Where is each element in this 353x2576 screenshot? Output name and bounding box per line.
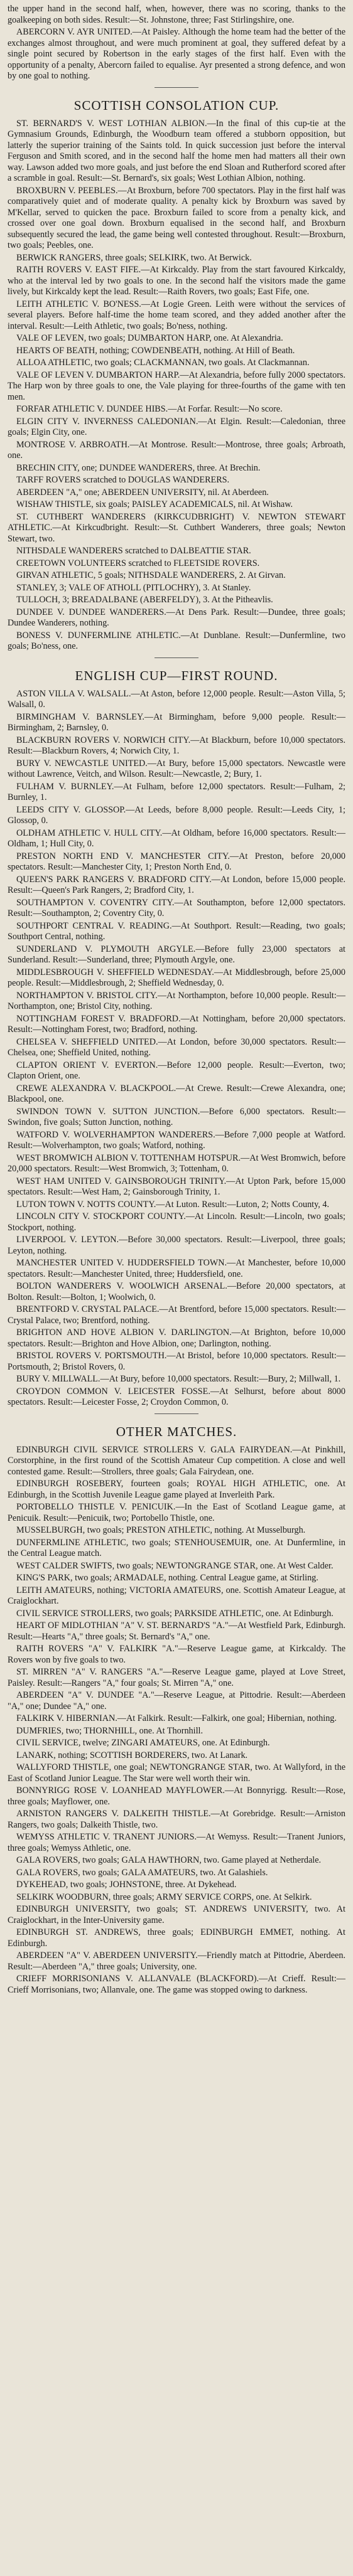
results-section [8,668,345,1414]
match-report: BRIGHTON AND HOVE ALBION V. DARLINGTON.—At Brighton, before 10,000 spectators. Result:—Brighton and Hove Albion, one; Darlington, nothing. [8,1328,345,1349]
match-report: CROYDON COMMON V. LEICESTER FOSSE.—At Selhurst, before about 8000 spectators. Result:—Leicester Fosse, 2; Croydon Common, 0. [8,1386,345,1407]
match-report: CREETOWN VOLUNTEERS scratched to FLEETSIDE ROVERS. [16,558,260,568]
match-report: BRECHIN CITY, one; DUNDEE WANDERERS, three. At Brechin. [16,462,261,473]
match-report: LANARK, nothing; SCOTTISH BORDERERS, two. At Lanark. [16,1750,248,1760]
match-report: MANCHESTER UNITED V. HUDDERSFIELD TOWN.—At Manchester, before 10,000 spectators. Result:—Manchester United, three; Huddersfield, one. [8,1258,345,1279]
match-report: DYKEHEAD, two goals; JOHNSTONE, three. At Dykehead. [16,1880,237,1890]
match-report: LEITH AMATEURS, nothing; VICTORIA AMATEURS, one. Scottish Amateur League, at Craiglockhart. [8,1585,345,1606]
match-report: CHELSEA V. SHEFFIELD UNITED.—At London, before 30,000 spectators. Result:—Chelsea, one; Sheffield United, nothing. [8,1036,345,1058]
match-report: FALKIRK V. HIBERNIAN.—At Falkirk. Result:—Falkirk, one goal; Hibernian, nothing. [16,1713,337,1723]
match-report: MONTROSE V. ARBROATH.—At Montrose. Result:—Montrose, three goals; Arbroath, one. [8,439,345,460]
match-report: WEST HAM UNITED V. GAINSBOROUGH TRINITY.—At Upton Park, before 15,000 spectators. Result:—West Ham, 2; Gainsborough Trinity, 1. [8,1176,345,1197]
match-report: ST. MIRREN "A" V. RANGERS "A."—Reserve League game, played at Love Street, Paisley. Result:—Rangers "A," four goals; St. Mirren "A," one. [8,1667,345,1688]
section-divider [155,1413,198,1414]
match-report: RAITH ROVERS V. EAST FIFE.—At Kirkcaldy. Play from the start favoured Kirkcaldy, who at the interval led by two goals to one. In the second half the visitors made the game lively, but Kirkcaldy kept the lead. Result:—Raith Rovers, two goals; East Fife, one. [8,265,345,297]
match-report: ASTON VILLA V. WALSALL.—At Aston, before 12,000 people. Result:—Aston Villa, 5; Walsall, 0. [8,688,345,710]
match-report: EDINBURGH ROSEBERY, fourteen goals; ROYAL HIGH ATHLETIC, one. At Edinburgh, in the Scottish Juvenile League game played at Inverleith Park. [8,1479,345,1500]
match-report: ALLOA ATHLETIC, two goals; CLACKMANNAN, two goals. At Clackmannan. [16,358,310,368]
match-report: BRISTOL ROVERS V. PORTSMOUTH.—At Bristol, before 10,000 spectators. Result:—Portsmouth, 2; Bristol Rovers, 0. [8,1351,345,1372]
match-report: HEART OF MIDLOTHIAN "A" V. ST. BERNARD'S "A."—At Westfield Park, Edinburgh. Result:—Hearts "A," three goals; St. Bernard's "A," one. [8,1621,345,1642]
match-report: QUEEN'S PARK RANGERS V. BRADFORD CITY.—At London, before 15,000 people. Result:—Queen's Park Rangers, 2; Bradford City, 1. [8,874,345,895]
match-report: LINCOLN CITY V. STOCKPORT COUNTY.—At Lincoln. Result:—Lincoln, two goals; Stockport, nothing. [8,1211,345,1233]
match-report: GIRVAN ATHLETIC, 5 goals; NITHSDALE WANDERERS, 2. At Girvan. [16,570,286,580]
match-report: GALA ROVERS, two goals; GALA HAWTHORN, two. Game played at Netherdale. [16,1855,322,1865]
section-divider [155,87,198,88]
match-report: LEEDS CITY V. GLOSSOP.—At Leeds, before 8,000 people. Result:—Leeds City, 1; Glossop, 0. [8,804,345,826]
match-report: MUSSELBURGH, two goals; PRESTON ATHLETIC, nothing. At Musselburgh. [16,1525,306,1535]
match-report: KING'S PARK, two goals; ARMADALE, nothing. Central League game, at Stirling. [16,1573,318,1583]
match-report: SOUTHPORT CENTRAL V. READING.—At Southport. Result:—Reading, two goals; Southport Central, nothing. [8,920,345,942]
match-report: DUMFRIES, two; THORNHILL, one. At Thornhill. [16,1725,204,1736]
match-report: SELKIRK WOODBURN, three goals; ARMY SERVICE CORPS, one. At Selkirk. [16,1892,312,1902]
match-report: ST. BERNARD'S V. WEST LOTHIAN ALBION.—In the final of this cup-tie at the Gymnasium Grounds, Edinburgh, the Woodburn team offered a stubborn opposition, but latterly the superior training of the Saints told. In quick succession just before the interval Ferguson and Smith scored, and in the second half the home men had matters all their own way. Lawson added two more goals, and just before the end Sloan and Rutherford scored after a scramble in goal. Result:—St. Bernard's, six goals; West Lothian Albion, nothing. [8,118,345,183]
match-report: VALE OF LEVEN, two goals; DUMBARTON HARP, one. At Alexandria. [16,333,283,343]
match-report: WATFORD V. WOLVERHAMPTON WANDERERS.—Before 7,000 people at Watford. Result:—Wolverhampton, two goals; Watford, nothing. [8,1129,345,1151]
match-report: BOLTON WANDERERS V. WOOLWICH ARSENAL.—Before 20,000 spectators, at Bolton. Result:—Bolton, 1; Woolwich, 0. [8,1281,345,1302]
match-report: CIVIL SERVICE, twelve; ZINGARI AMATEURS, one. At Edinburgh. [16,1738,270,1748]
match-report: EDINBURGH UNIVERSITY, two goals; ST. ANDREWS UNIVERSITY, two. At Craiglockhart, in the Inter-University game. [8,1904,345,1925]
match-report: WEMYSS ATHLETIC V. TRANENT JUNIORS.—At Wemyss. Result:—Tranent Juniors, three goals; Wemyss Athletic, one. [8,1832,345,1853]
match-report: ABERCORN V. AYR UNITED.—At Paisley. Although the home team had the better of the exchanges almost throughout, and were much prominent at goal, they suffered defeat by a single point secured by Robertson in the early stages of the first half. Even with the opportunity of a penalty, Abercorn failed to equalise. Ayr presented a strong defence, and won by one goal to nothing. [8,27,345,81]
match-report: ABERDEEN "A" V. DUNDEE "A."—Reserve League, at Pittodrie. Result:—Aberdeen "A," one; Dundee "A," one. [8,1690,345,1711]
match-report: WALLYFORD THISTLE, one goal; NEWTONGRANGE STAR, two. At Wallyford, in the East of Scotland Junior League. The Star were well worth their win. [8,1762,345,1784]
match-report: WEST BROMWICH ALBION V. TOTTENHAM HOTSPUR.—At West Bromwich, before 20,000 spectators. Result:—West Bromwich, 3; Tottenham, 0. [8,1152,345,1174]
match-report: CLAPTON ORIENT V. EVERTON.—Before 12,000 people. Result:—Everton, two; Clapton Orient, one. [8,1060,345,1081]
match-report: BONESS V. DUNFERMLINE ATHLETIC.—At Dunblane. Result:—Dunfermline, two goals; Bo'ness, one. [8,630,345,651]
match-report: ABERDEEN "A" V. ABERDEEN UNIVERSITY.—Friendly match at Pittodrie, Aberdeen. Result:—Aberdeen "A," three goals; University, one. [8,1951,345,1972]
match-report: WEST CALDER SWIFTS, two goals; NEWTONGRANGE STAR, one. At West Calder. [16,1560,334,1571]
match-report: SOUTHAMPTON V. COVENTRY CITY.—At Southampton, before 12,000 spectators. Result:—Southampton, 2; Coventry City, 0. [8,897,345,918]
match-report: ABERDEEN "A," one; ABERDEEN UNIVERSITY, nil. At Aberdeen. [16,487,269,498]
match-report: DUNFERMLINE ATHLETIC, two goals; STENHOUSEMUIR, one. At Dunfermline, in the Central League match. [8,1537,345,1558]
match-report: ARNISTON RANGERS V. DALKEITH THISTLE.—At Gorebridge. Result:—Arniston Rangers, two goals; Dalkeith Thistle, two. [8,1809,345,1830]
match-report: MIDDLESBROUGH V. SHEFFIELD WEDNESDAY.—At Middlesbrough, before 25,000 people. Result:—Middlesbrough, 2; Sheffield Wednesday, 0. [8,967,345,988]
match-report: TARFF ROVERS scratched to DOUGLAS WANDERERS. [16,475,230,485]
section-heading: OTHER MATCHES. [116,1424,237,1439]
match-report: BONNYRIGG ROSE V. LOANHEAD MAYFLOWER.—At Bonnyrigg. Result:—Rose, three goals; Mayflower, one. [8,1786,345,1807]
match-report: STANLEY, 3; VALE OF ATHOLL (PITLOCHRY), 3. At Stanley. [16,582,251,593]
section-heading: ENGLISH CUP—FIRST ROUND. [75,668,278,683]
match-report: BRENTFORD V. CRYSTAL PALACE.—At Brentford, before 15,000 spectators. Result:—Crystal Palace, two; Brentford, nothing. [8,1304,345,1326]
match-report: LEITH ATHLETIC V. BO'NESS.—At Logie Green. Leith were without the services of several players. Before half-time the home team scored, and they added another after the interval. Result:—Leith Athletic, two goals; Bo'ness, nothing. [8,299,345,331]
match-report: WISHAW THISTLE, six goals; PAISLEY ACADEMICALS, nil. At Wishaw. [16,499,293,509]
match-report: CREWE ALEXANDRA V. BLACKPOOL.—At Crewe. Result:—Crewe Alexandra, one; Blackpool, one. [8,1083,345,1104]
results-section [8,1424,345,1996]
match-report: LIVERPOOL V. LEYTON.—Before 30,000 spectators. Result:—Liverpool, three goals; Leyton, nothing. [8,1235,345,1256]
results-section [8,4,345,88]
match-report: FORFAR ATHLETIC V. DUNDEE HIBS.—At Forfar. Result:—No score. [16,404,283,414]
match-report: NOTTINGHAM FOREST V. BRADFORD.—At Nottingham, before 20,000 spectators. Result:—Nottingham Forest, two; Bradford, nothing. [8,1013,345,1035]
results-section [8,98,345,658]
match-report: CRIEFF MORRISONIANS V. ALLANVALE (BLACKFORD).—At Crieff. Result:—Crieff Morrisonians, two; Allanvale, one. The game was stopped owing to darkness. [8,1974,345,1995]
match-report: GALA ROVERS, two goals; GALA AMATEURS, two. At Galashiels. [16,1867,268,1878]
match-report: NORTHAMPTON V. BRISTOL CITY.—At Northampton, before 10,000 people. Result:—Northampton, one; Bristol City, nothing. [8,990,345,1011]
section-divider [155,657,198,658]
match-report: CIVIL SERVICE STROLLERS, two goals; PARKSIDE ATHLETIC, one. At Edinburgh. [16,1608,334,1619]
match-report: ST. CUTHBERT WANDERERS (KIRKCUDBRIGHT) V. NEWTON STEWART ATHLETIC.—At Kirkcudbright. Result:—St. Cuthbert Wanderers, three goals; Newton Stewart, two. [8,511,345,544]
match-report: PORTOBELLO THISTLE V. PENICUIK.—In the East of Scotland League game, at Penicuik. Result:—Penicuik, two; Portobello Thistle, one. [8,1502,345,1523]
match-report: the upper hand in the second half, when, however, there was no scoring, thanks to the goalkeeping on both sides. Result:—St. Johnstone, three; Fast Stirlingshire, one. [8,4,345,25]
section-heading: SCOTTISH CONSOLATION CUP. [73,97,280,113]
match-report: BROXBURN V. PEEBLES.—At Broxburn, before 700 spectators. Play in the first half was comparatively quiet and of moderate quality. A penalty kick by Broxburn was saved by M'Kellar, served to quicken the pace. Broxburn failed to score from a penalty kick, and crossed over one goal down. Broxburn equalised in the second half, and Broxburn subsequently secured the lead, the game being well contested throughout. Result:—Broxburn, two goals; Peebles, one. [8,185,345,250]
match-report: EDINBURGH ST. ANDREWS, three goals; EDINBURGH EMMET, nothing. At Edinburgh. [8,1927,345,1949]
match-report: VALE OF LEVEN V. DUMBARTON HARP.—At Alexandria, before fully 2000 spectators. The Harp won by three goals to one, the Vale playing for three-fourths of the game with ten men. [8,370,345,402]
match-report: DUNDEE V. DUNDEE WANDERERS.—At Dens Park. Result:—Dundee, three goals; Dundee Wanderers, nothing. [8,607,345,628]
match-report: RAITH ROVERS "A" V. FALKIRK "A."—Reserve League game, at Kirkcaldy. The Rovers won by five goals to two. [8,1644,345,1665]
match-report: SWINDON TOWN V. SUTTON JUNCTION.—Before 6,000 spectators. Result:—Swindon, five goals; Sutton Junction, nothing. [8,1106,345,1127]
match-report: BIRMINGHAM V. BARNSLEY.—At Birmingham, before 9,000 people. Result:—Birmingham, 2; Barnsley, 0. [8,711,345,733]
match-report: LUTON TOWN V. NOTTS COUNTY.—At Luton. Result:—Luton, 2; Notts County, 4. [16,1199,330,1210]
match-report: HEARTS OF BEATH, nothing; COWDENBEATH, nothing. At Hill of Beath. [16,345,295,356]
match-report: ELGIN CITY V. INVERNESS CALEDONIAN.—At Elgin. Result:—Caledonian, three goals; Elgin City, one. [8,416,345,437]
match-report: BLACKBURN ROVERS V. NORWICH CITY.—At Blackburn, before 10,000 spectators. Result:—Blackburn Rovers, 4; Norwich City, 1. [8,735,345,756]
match-report: SUNDERLAND V. PLYMOUTH ARGYLE.—Before fully 23,000 spectators at Sunderland. Result:—Sunderland, three; Plymouth Argyle, one. [8,944,345,965]
match-report: EDINBURGH CIVIL SERVICE STROLLERS V. GALA FAIRYDEAN.—At Pinkhill, Corstorphine, in the first round of the Scottish Amateur Cup competition. A close and well contested game. Result:—Strollers, three goals; Gala Fairydean, one. [8,1444,345,1477]
match-report: BURY V. NEWCASTLE UNITED.—At Bury, before 15,000 spectators. Newcastle were without Lawrence, Veitch, and Wilson. Result:—Newcastle, 2; Bury, 1. [8,758,345,779]
match-report: FULHAM V. BURNLEY.—At Fulham, before 12,000 spectators. Result:—Fulham, 2; Burnley, 1. [8,781,345,802]
match-report: OLDHAM ATHLETIC V. HULL CITY.—At Oldham, before 16,000 spectators. Result:—Oldham, 1; Hull City, 0. [8,828,345,849]
match-report: TULLOCH, 3; BREADALBANE (ABERFELDY), 3. At the Pitheavlis. [16,595,273,605]
match-report: NITHSDALE WANDERERS scratched to DALBEATTIE STAR. [16,546,251,556]
match-report: BURY V. MILLWALL.—At Bury, before 10,000 spectators. Result:—Bury, 2; Millwall, 1. [16,1374,341,1384]
match-report: BERWICK RANGERS, three goals; SELKIRK, two. At Berwick. [16,252,252,263]
match-report: PRESTON NORTH END V. MANCHESTER CITY.—At Preston, before 20,000 spectators. Result:—Manchester City, 1; Preston North End, 0. [8,851,345,872]
